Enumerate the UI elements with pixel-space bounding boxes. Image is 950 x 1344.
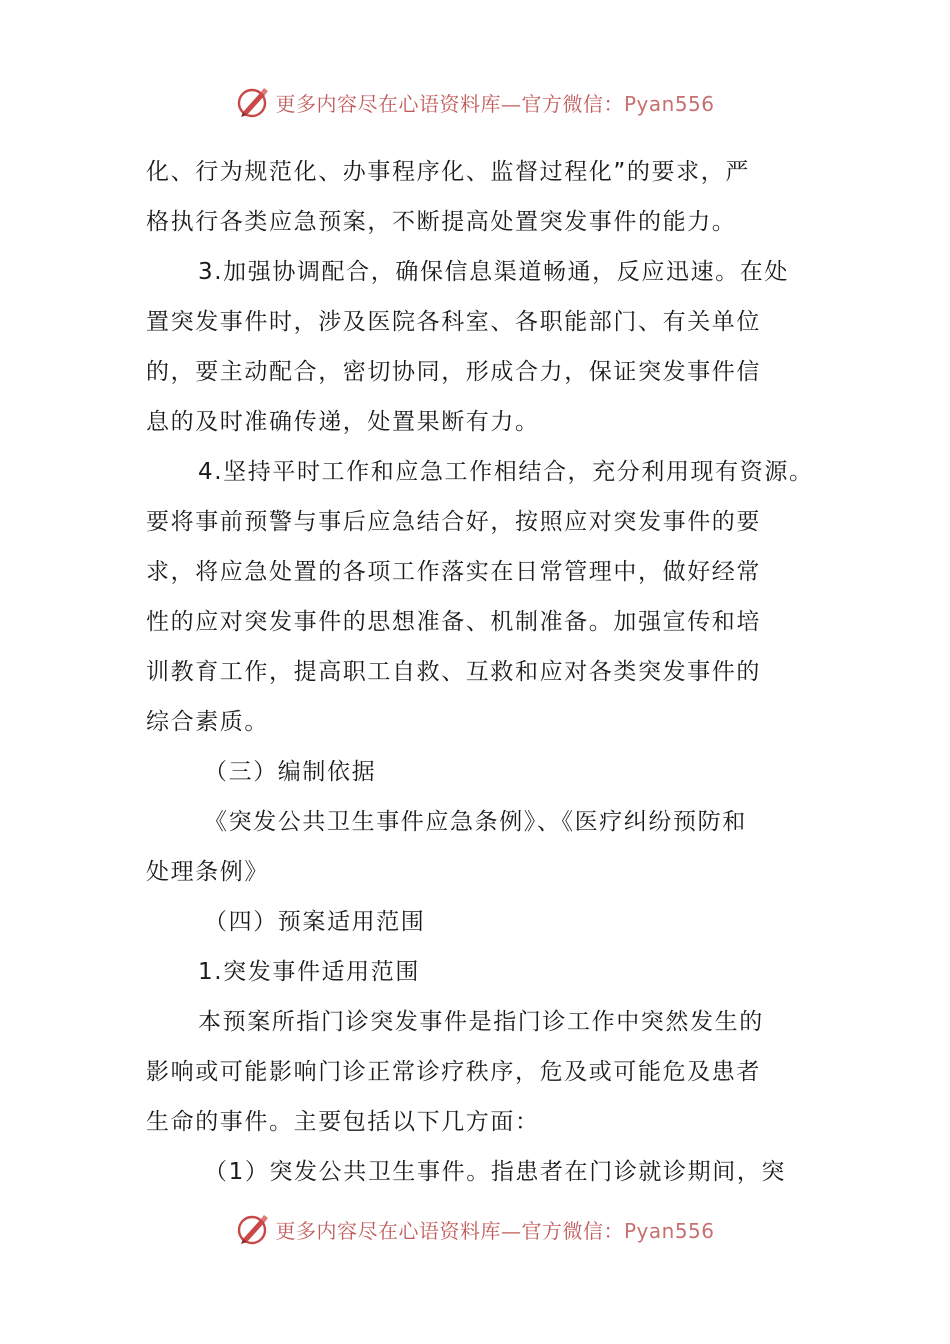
text-line: （1）突发公共卫生事件。指患者在门诊就诊期间，突 xyxy=(204,1159,787,1185)
pen-logo-icon xyxy=(235,84,271,120)
subsection-heading: 1.突发事件适用范围 xyxy=(198,959,420,985)
text-line: 3.加强协调配合，确保信息渠道畅通，反应迅速。在处 xyxy=(198,259,789,285)
header-banner xyxy=(0,82,950,122)
text-line: 格执行各类应急预案，不断提高处置突发事件的能力。 xyxy=(146,209,737,235)
text-line: 生命的事件。主要包括以下几方面： xyxy=(146,1109,540,1135)
text-line: 的，要主动配合，密切协同，形成合力，保证突发事件信 xyxy=(146,359,761,385)
text-line: 处理条例》 xyxy=(146,859,269,885)
text-line: 置突发事件时，涉及医院各科室、各职能部门、有关单位 xyxy=(146,309,761,335)
text-line: 本预案所指门诊突发事件是指门诊工作中突然发生的 xyxy=(198,1009,764,1035)
text-line: 息的及时准确传递，处置果断有力。 xyxy=(146,409,540,435)
banner-text: 更多内容尽在心语资料库—官方微信：Pyan556 xyxy=(275,1218,715,1243)
text-line: 影响或可能影响门诊正常诊疗秩序，危及或可能危及患者 xyxy=(146,1059,761,1085)
text-line: 《突发公共卫生事件应急条例》、《医疗纠纷预防和 xyxy=(204,809,747,835)
text-line: 求，将应急处置的各项工作落实在日常管理中，做好经常 xyxy=(146,559,761,585)
text-line: 化、行为规范化、办事程序化、监督过程化”的要求，严 xyxy=(146,159,750,185)
text-line: 性的应对突发事件的思想准备、机制准备。加强宣传和培 xyxy=(146,609,761,635)
text-line: 训教育工作，提高职工自救、互救和应对各类突发事件的 xyxy=(146,659,761,685)
document-body xyxy=(146,147,826,1197)
pen-logo-icon xyxy=(235,1211,271,1247)
text-line: 4.坚持平时工作和应急工作相结合，充分利用现有资源。 xyxy=(198,459,814,485)
section-heading: （四）预案适用范围 xyxy=(204,909,426,935)
text-line: 综合素质。 xyxy=(146,709,269,735)
text-line: 要将事前预警与事后应急结合好，按照应对突发事件的要 xyxy=(146,509,761,535)
banner-account: Pyan556 xyxy=(623,1218,715,1243)
footer-banner xyxy=(0,1209,950,1249)
section-heading: （三）编制依据 xyxy=(204,759,377,785)
banner-account: Pyan556 xyxy=(623,91,715,116)
banner-text: 更多内容尽在心语资料库—官方微信：Pyan556 xyxy=(275,91,715,116)
